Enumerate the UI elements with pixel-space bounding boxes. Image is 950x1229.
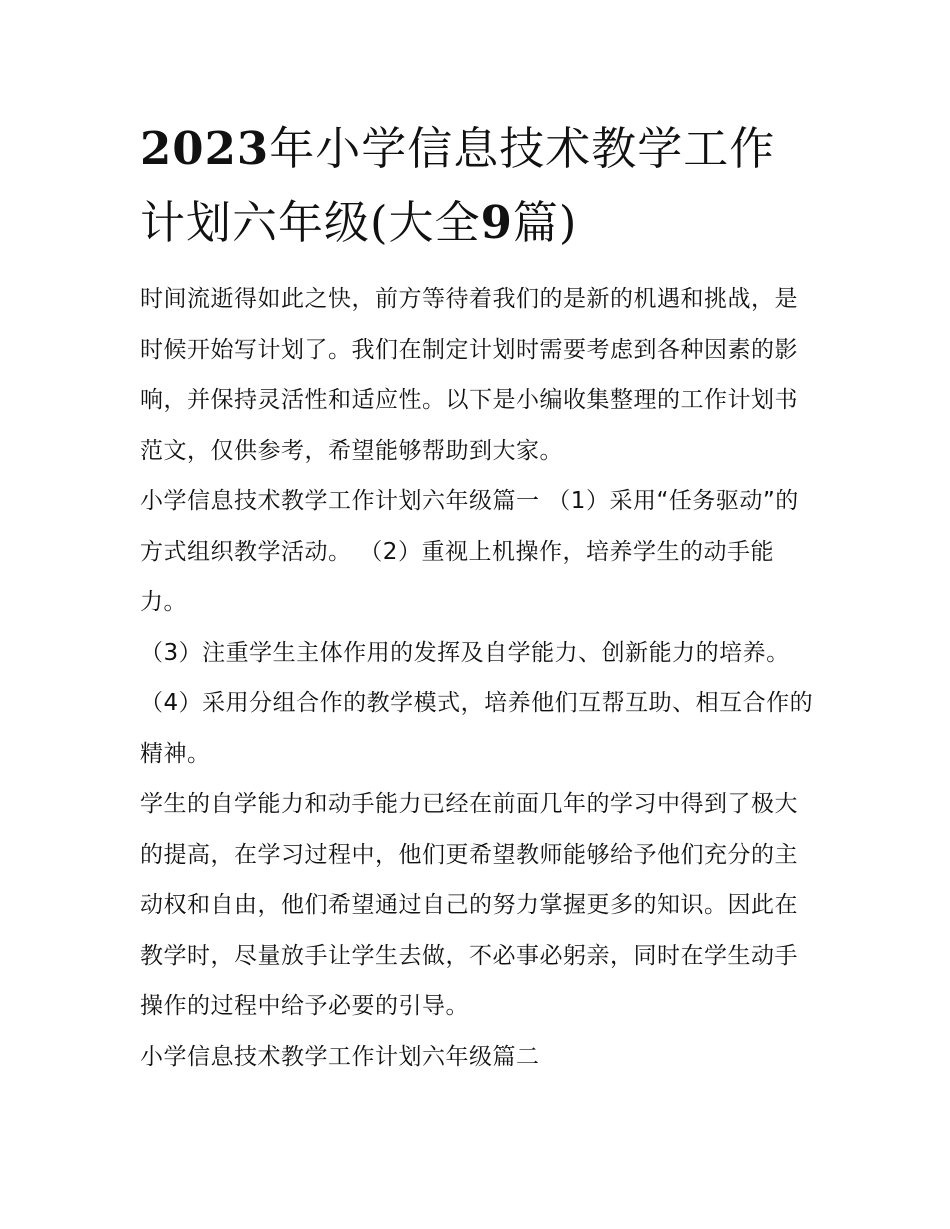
document-title (140, 112, 820, 260)
method-paragraph: （3）注重学生主体作用的发挥及自学能力、创新能力的培养。 （4）采用分组合作的教学模式，培养他们互帮互助、相互合作的精神。 (140, 639, 814, 767)
title-suffix: 篇) (512, 196, 578, 249)
document-page (140, 112, 820, 1082)
students-paragraph: 学生的自学能力和动手能力已经在前面几年的学习中得到了极大的提高，在学习过程中，他们更希望教师能够给予他们充分的主动权和自由，他们希望通过自己的努力掌握更多的知识。因此在教学时，尽量放手让学生去做，不必事必躬亲，同时在学生动手操作的过程中给予必要的引导。 (140, 791, 798, 1019)
section-two-heading: 小学信息技术教学工作计划六年级篇二 (140, 1043, 540, 1070)
title-count: 9 (480, 196, 513, 249)
section-one-paragraph: 小学信息技术教学工作计划六年级篇一 （1）采用“任务驱动”的方式组织教学活动。 （2）重视上机操作，培养学生的动手能力。 (140, 488, 799, 615)
title-year: 2023 (140, 122, 270, 175)
title-text: 年小学信息技术教学工作计划六年级(大全 (140, 122, 776, 249)
intro-paragraph: 时间流逝得如此之快，前方等待着我们的是新的机遇和挑战，是时候开始写计划了。我们在制定计划时需要考虑到各种因素的影响，并保持灵活性和适应性。以下是小编收集整理的工作计划书范文，仅供参考，希望能够帮助到大家。 (140, 286, 798, 464)
